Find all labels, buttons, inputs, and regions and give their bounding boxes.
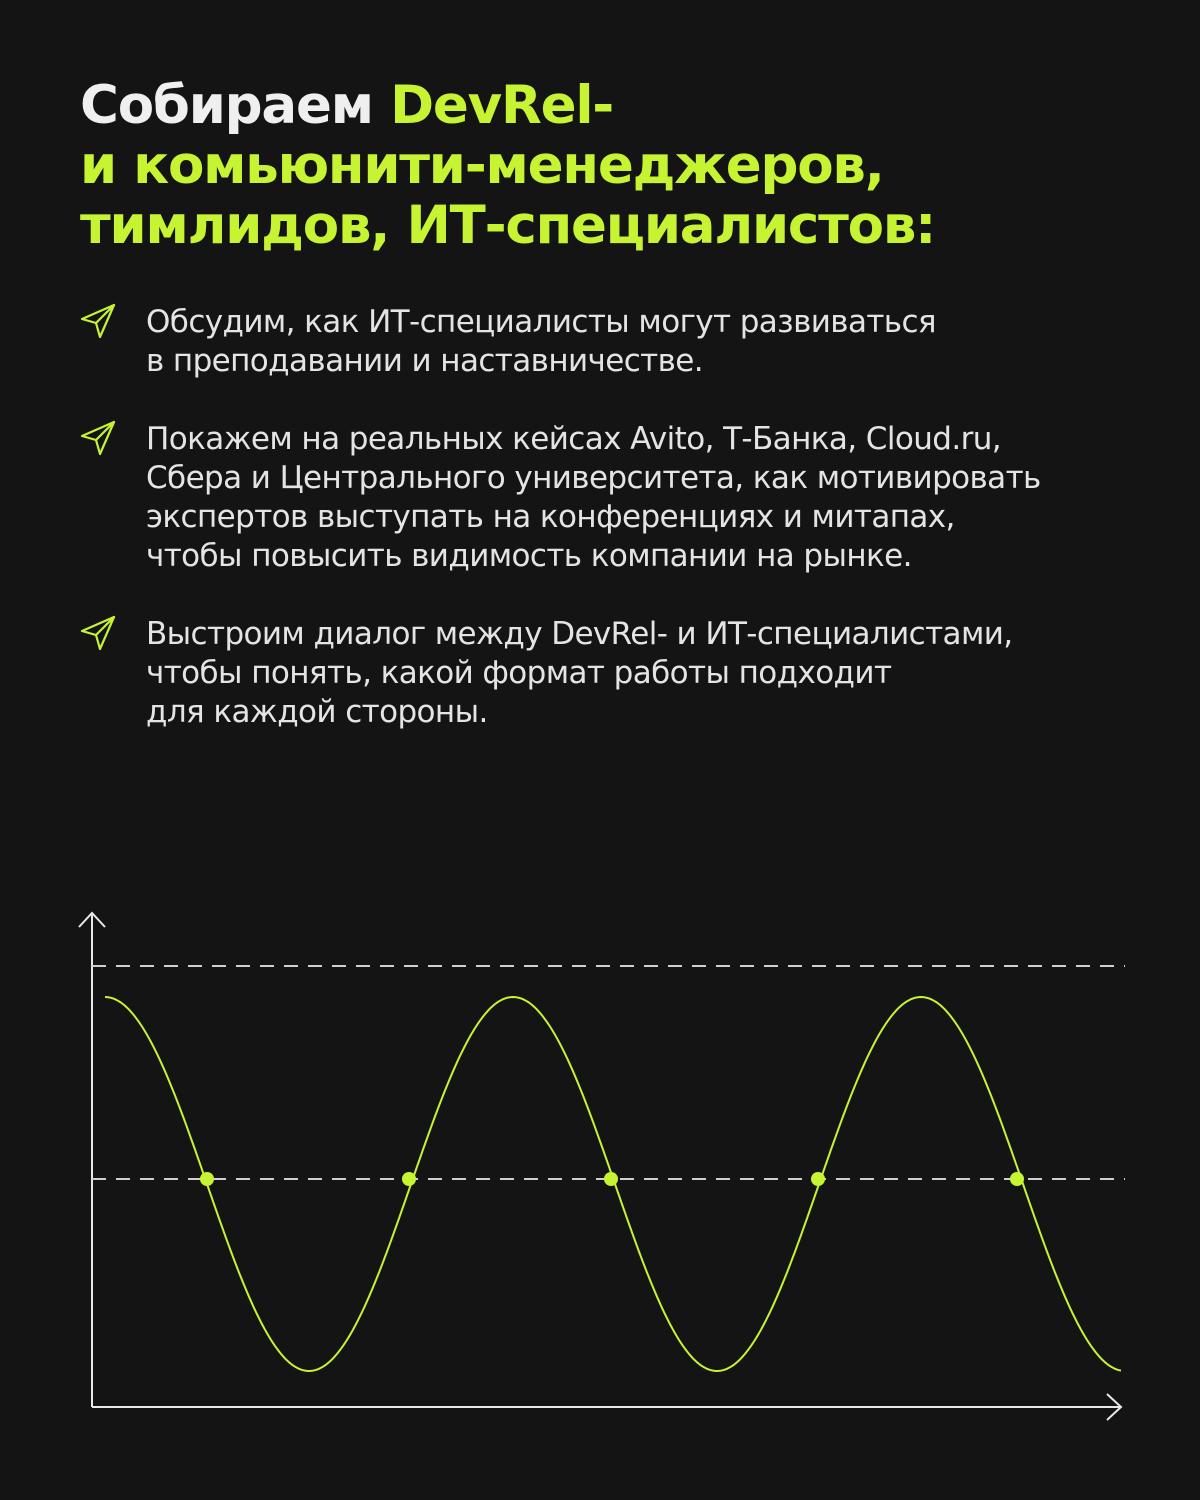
crossing-dot	[604, 1172, 618, 1186]
bullet-line: для каждой стороны.	[146, 694, 488, 730]
axes	[79, 913, 1121, 1420]
bullet-line: в преподавании и наставничестве.	[146, 343, 704, 379]
heading-line2: и комьюнити-менеджеров,	[80, 135, 884, 196]
crossing-dot	[402, 1172, 416, 1186]
bullet-line: Сбера и Центрального университета, как мотивировать	[146, 460, 1041, 496]
heading-line1-accent: DevRel-	[390, 75, 614, 136]
bullet-line: чтобы повысить видимость компании на рынке.	[146, 538, 912, 574]
bullet-line: Покажем на реальных кейсах Avito, Т-Банка, Cloud.ru,	[146, 421, 1002, 457]
crossing-dot	[200, 1172, 214, 1186]
bullet-line: Обсудим, как ИТ-специалисты могут развиваться	[146, 304, 936, 340]
heading-line1-white: Собираем	[80, 75, 391, 136]
crossing-dot	[1010, 1172, 1024, 1186]
bullet-line: Выстроим диалог между DevRel- и ИТ-специалистами,	[146, 616, 1013, 652]
bullet-line: чтобы понять, какой формат работы подходит	[146, 655, 892, 691]
crossing-points	[200, 1172, 1024, 1186]
heading-line3: тимлидов, ИТ-специалистов:	[80, 195, 936, 256]
bullet-line: экспертов выступать на конференциях и митапах,	[146, 499, 955, 535]
crossing-dot	[811, 1172, 825, 1186]
